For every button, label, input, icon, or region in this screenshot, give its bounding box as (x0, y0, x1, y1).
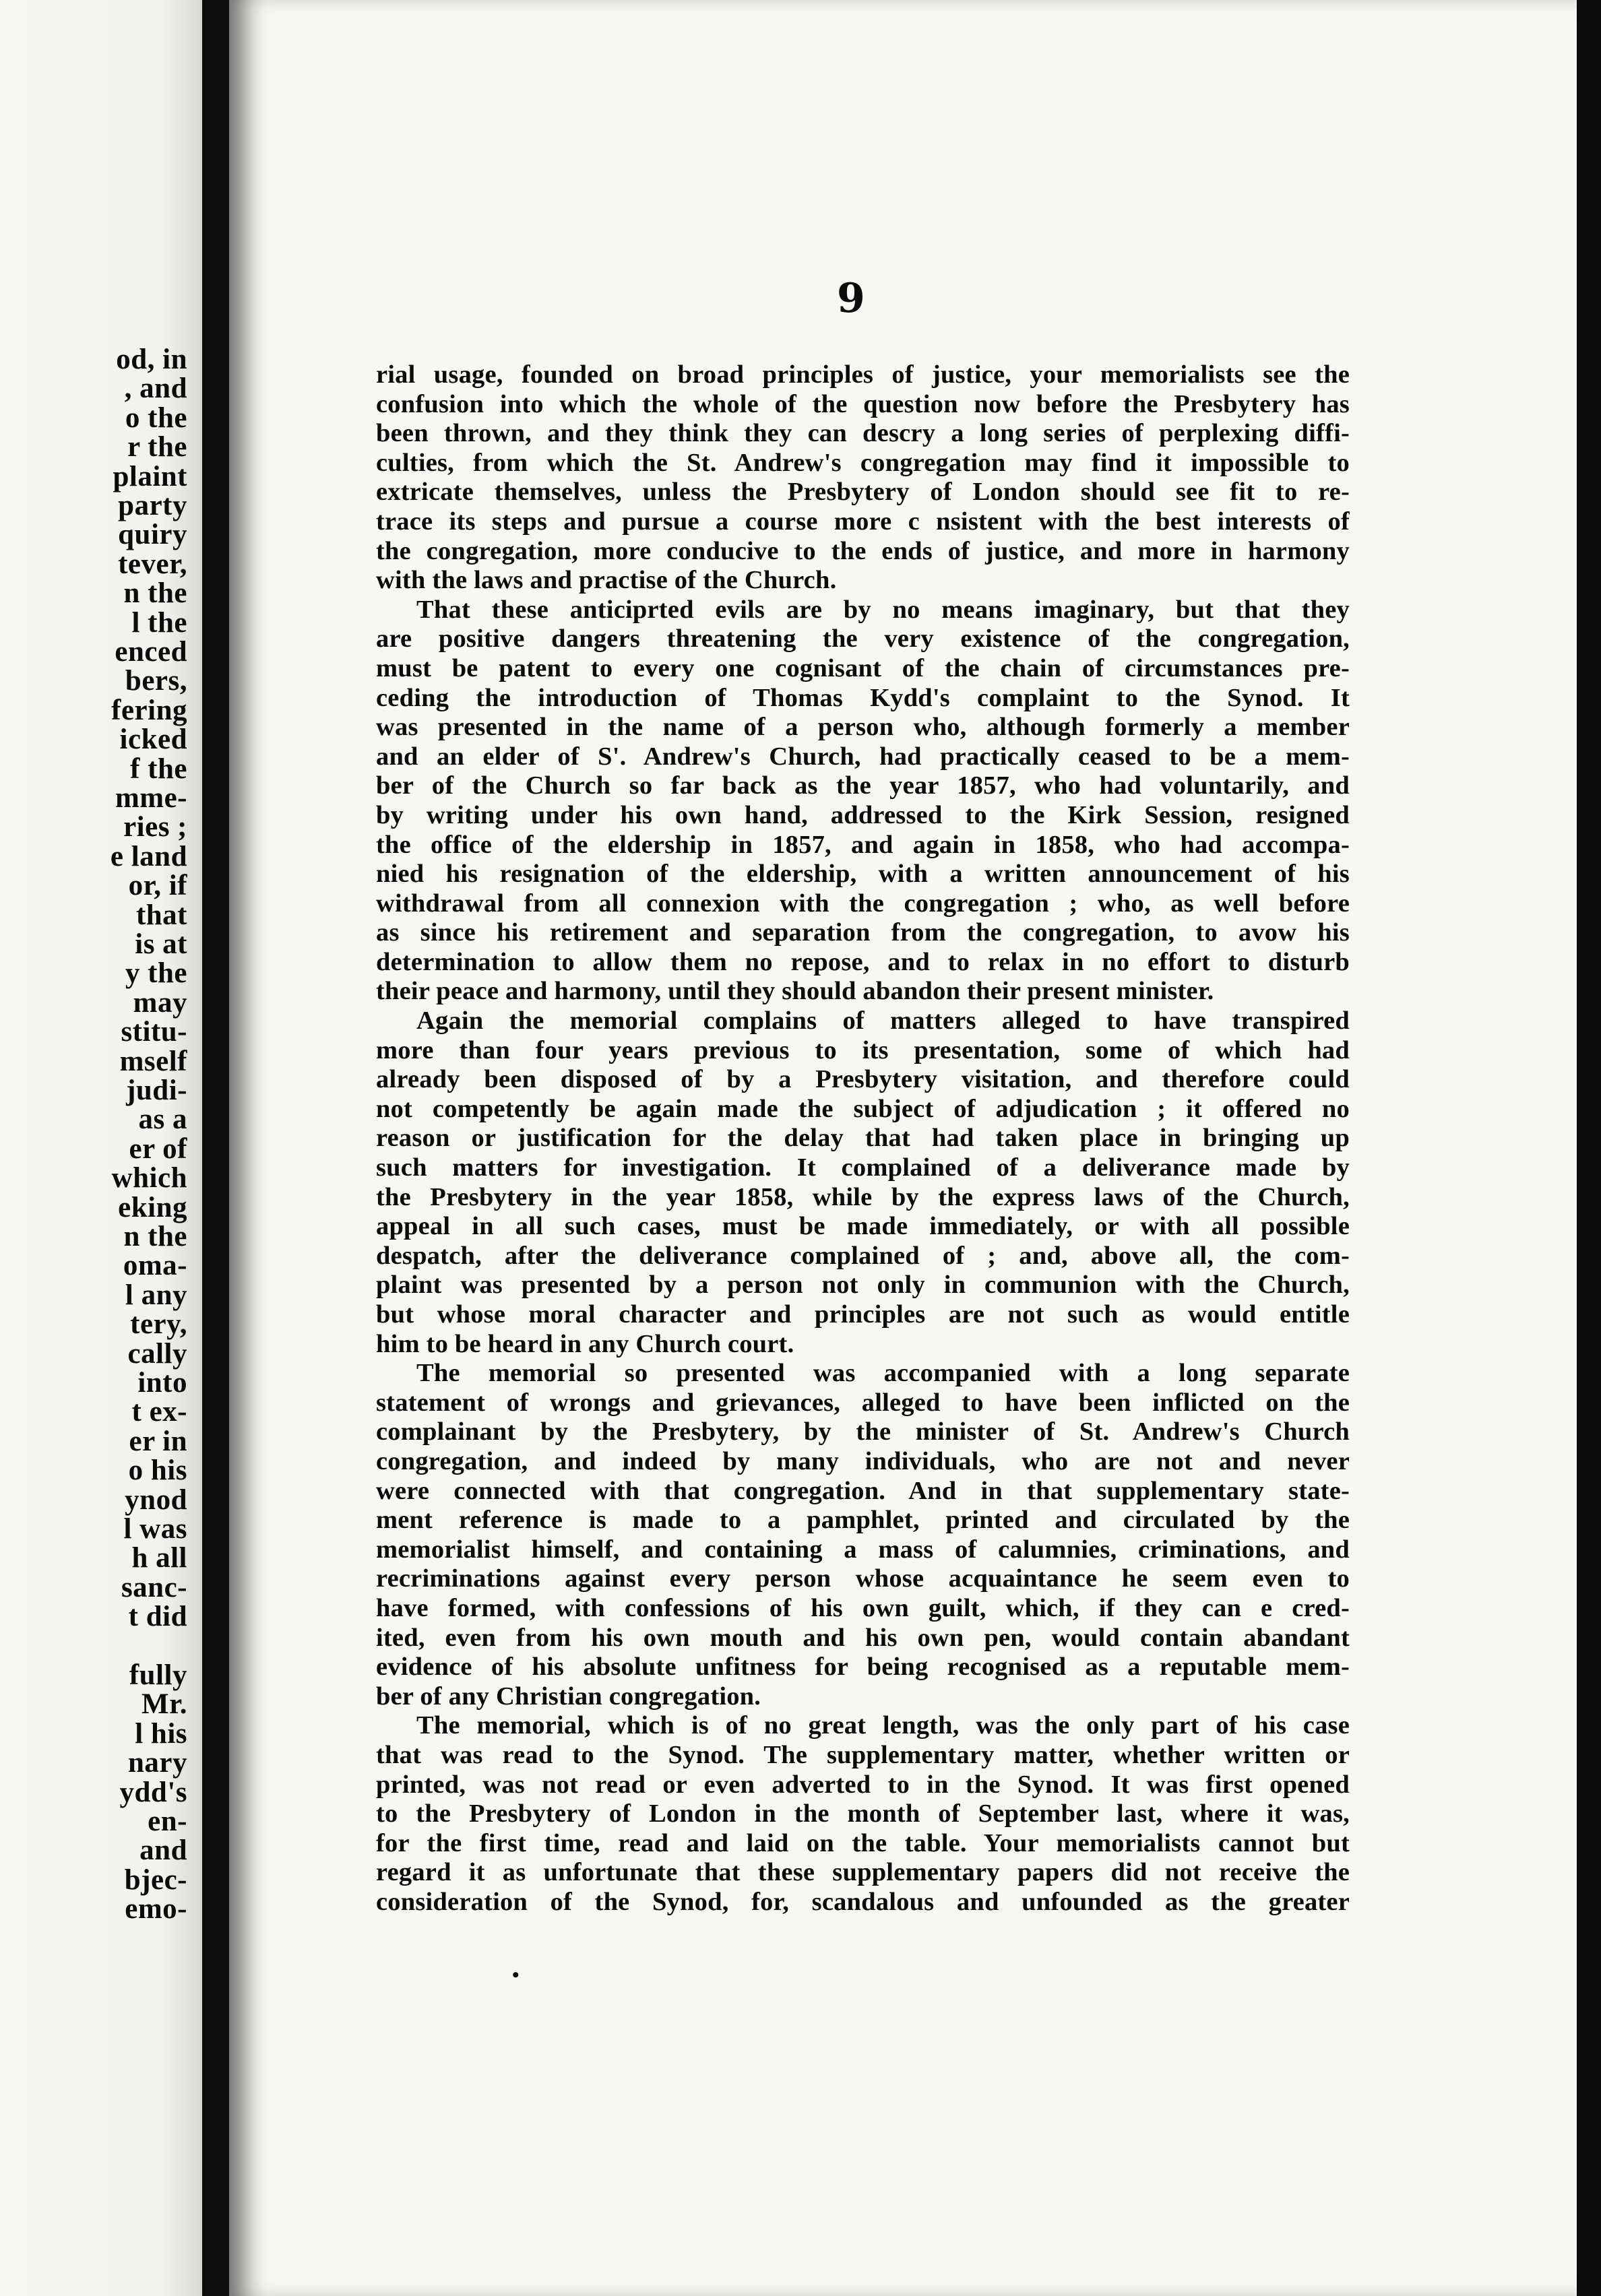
left-page-fragment: n the (123, 1221, 187, 1252)
text-line: extricate themselves, unless the Presbytery of London should see fit to re- (376, 478, 1350, 507)
text-line: trace its steps and pursue a course more c nsistent with the best interests of (376, 507, 1350, 536)
text-line: ber of the Church so far back as the year 1857, who had voluntarily, and (376, 771, 1350, 800)
left-page-fragment: and (139, 1835, 187, 1867)
left-page-fragment: od, in (116, 344, 187, 375)
left-page-fragment: o his (128, 1455, 187, 1487)
left-page-fragment: ynod (125, 1484, 187, 1516)
text-line: the Presbytery in the year 1858, while by the express laws of the Church, (376, 1182, 1350, 1211)
left-page-fragment: l any (125, 1279, 187, 1311)
text-line: ber of any Christian congregation. (376, 1682, 761, 1711)
left-page-fragment: er of (129, 1133, 187, 1165)
left-page-fragment: en- (148, 1806, 187, 1837)
text-line: as since his retirement and separation from the congregation, to avow his (376, 918, 1350, 947)
left-page-fragment: mself (119, 1045, 187, 1077)
text-line: appeal in all such cases, must be made immediately, or with all possible (376, 1212, 1350, 1241)
left-page-fragment: emo- (125, 1893, 187, 1925)
text-line: was presented in the name of a person who, although formerly a member (376, 713, 1350, 742)
left-page-fragment: er in (129, 1425, 187, 1457)
left-page-fragment: t ex- (131, 1396, 187, 1428)
left-page-fragment: l was (123, 1513, 187, 1545)
text-line: plaint was presented by a person not only in communion with the Church, (376, 1271, 1350, 1300)
text-line: The memorial so presented was accompanied with a long separate (416, 1359, 1350, 1388)
left-page-fragment: mme- (115, 782, 187, 814)
text-line: to the Presbytery of London in the month of September last, where it was, (376, 1799, 1350, 1828)
left-page-fragment: plaint (113, 460, 187, 492)
text-line: more than four years previous to its presentation, some of which had (376, 1035, 1350, 1064)
text-line: consideration of the Synod, for, scandalous and unfounded as the greater (376, 1887, 1350, 1916)
left-page-fragment: as a (138, 1104, 187, 1136)
left-page-fragment: eking (118, 1191, 187, 1223)
left-page-fragment: nary (128, 1747, 187, 1779)
left-page-fragment: oma- (123, 1250, 187, 1282)
left-page-fragment: t did (128, 1601, 187, 1633)
text-line: despatch, after the deliverance complained of ; and, above all, the com- (376, 1241, 1350, 1270)
text-line: ited, even from his own mouth and his own pen, would contain abandant (376, 1623, 1350, 1652)
text-line: confusion into which the whole of the question now before the Presbytery has (376, 389, 1350, 418)
left-page-fragment: bers, (125, 665, 187, 697)
left-page-fragment: that (135, 899, 187, 931)
text-line: the congregation, more conducive to the ends of justice, and more in harmony (376, 536, 1350, 565)
right-scan-edge (1577, 0, 1601, 2296)
text-line: memorialist himself, and containing a mass of calumnies, criminations, and (376, 1535, 1350, 1564)
left-page-fragment: stitu- (121, 1016, 187, 1048)
left-page-fragment: r the (127, 431, 187, 464)
left-page-fragment: into (137, 1367, 187, 1399)
left-page-fragment: icked (119, 724, 187, 756)
text-line: statement of wrongs and grievances, alleged to have been inflicted on the (376, 1388, 1350, 1417)
text-line: are positive dangers threatening the very existence of the congregation, (376, 625, 1350, 653)
left-page-fragment: fering (111, 694, 187, 726)
text-line: by writing under his own hand, addressed to the Kirk Session, resigned (376, 800, 1350, 829)
text-line: him to be heard in any Church court. (376, 1329, 794, 1358)
text-line: been thrown, and they think they can descry a long series of perplexing diffi- (376, 419, 1350, 448)
text-line: already been disposed of by a Presbytery visitation, and therefore could (376, 1065, 1350, 1094)
page-number: 9 (837, 275, 865, 322)
left-page-fragment: , and (124, 373, 187, 405)
text-line: printed, was not read or even adverted to in the Synod. It was first opened (376, 1770, 1350, 1799)
text-line: the office of the eldership in 1857, and again in 1858, who had accompa- (376, 830, 1350, 859)
text-line: have formed, with confessions of his own guilt, which, if they can e cred- (376, 1593, 1350, 1622)
left-page-fragment: y the (125, 957, 187, 990)
text-line: determination to allow them no repose, and to relax in no effort to disturb (376, 947, 1350, 976)
left-page-fragment: enced (115, 636, 187, 668)
text-line: regard it as unfortunate that these supplementary papers did not receive the (376, 1858, 1350, 1887)
left-page-fragment: judi- (126, 1075, 187, 1106)
left-page-fragment: ries ; (123, 811, 187, 843)
body-text (376, 360, 1350, 1917)
text-line: not competently be again made the subject of adjudication ; it offered no (376, 1094, 1350, 1123)
left-page-fragment: may (133, 986, 187, 1019)
left-page-fragment: n the (123, 577, 187, 610)
text-line: ceding the introduction of Thomas Kydd's complaint to the Synod. It (376, 683, 1350, 712)
left-page-fragment: which (111, 1162, 187, 1194)
left-page-fragment: bjec- (124, 1863, 187, 1896)
left-page-fragment: e land (110, 840, 187, 872)
left-page-fragment: ydd's (119, 1776, 187, 1808)
left-page-fragment: l his (135, 1717, 187, 1750)
left-page-fragment: quiry (118, 519, 187, 551)
left-page-edge (0, 0, 202, 2296)
text-line: reason or justification for the delay that had taken place in bringing up (376, 1124, 1350, 1153)
book-gutter (202, 0, 229, 2296)
text-line: with the laws and practise of the Church. (376, 566, 837, 595)
text-line: were connected with that congregation. And in that supplementary state- (376, 1476, 1350, 1505)
left-page-fragment: fully (129, 1659, 187, 1691)
text-line: Again the memorial complains of matters alleged to have transpired (416, 1007, 1350, 1035)
left-page-fragment: f the (130, 753, 187, 785)
text-line: complainant by the Presbytery, by the minister of St. Andrew's Church (376, 1417, 1350, 1446)
text-line: rial usage, founded on broad principles of justice, your memorialists see the (376, 360, 1350, 389)
text-line: recriminations against every person whose acquaintance he seem even to (376, 1564, 1350, 1593)
text-line: for the first time, read and laid on the table. Your memorialists cannot but (376, 1828, 1350, 1857)
text-line: withdrawal from all connexion with the congregation ; who, as well before (376, 889, 1350, 918)
left-page-fragment: h all (131, 1542, 187, 1574)
stray-ink-mark: • (512, 1964, 520, 1986)
left-page-fragment: tever, (118, 548, 187, 580)
left-page-fragment: l the (131, 606, 187, 639)
text-line: culties, from which the St. Andrew's congregation may find it impossible to (376, 448, 1350, 477)
text-line: evidence of his absolute unfitness for being recognised as a reputable mem- (376, 1653, 1350, 1682)
text-line: That these anticiprted evils are by no means imaginary, but that they (416, 595, 1350, 624)
text-line: but whose moral character and principles are not such as would entitle (376, 1300, 1350, 1329)
left-page-fragment: Mr. (142, 1688, 187, 1721)
text-line: ment reference is made to a pamphlet, printed and circulated by the (376, 1506, 1350, 1535)
left-page-fragment: is at (135, 928, 187, 960)
left-page-fragment: cally (127, 1337, 187, 1370)
text-line: their peace and harmony, until they should abandon their present minister. (376, 977, 1214, 1006)
text-line: and an elder of S'. Andrew's Church, had practically ceased to be a mem- (376, 742, 1350, 771)
left-page-fragment: sanc- (121, 1571, 187, 1603)
text-line: such matters for investigation. It complained of a deliverance made by (376, 1153, 1350, 1182)
text-line: that was read to the Synod. The supplementary matter, whether written or (376, 1740, 1350, 1769)
left-page-fragment: tery, (130, 1308, 187, 1341)
left-page-fragment: party (118, 490, 187, 521)
text-line: The memorial, which is of no great length, was the only part of his case (416, 1711, 1350, 1740)
left-page-fragment: or, if (128, 870, 187, 902)
text-line: congregation, and indeed by many individuals, who are not and never (376, 1446, 1350, 1475)
text-line: must be patent to every one cognisant of the chain of circumstances pre- (376, 653, 1350, 682)
left-page-fragment: o the (125, 402, 187, 434)
text-line: nied his resignation of the eldership, with a written announcement of his (376, 860, 1350, 889)
